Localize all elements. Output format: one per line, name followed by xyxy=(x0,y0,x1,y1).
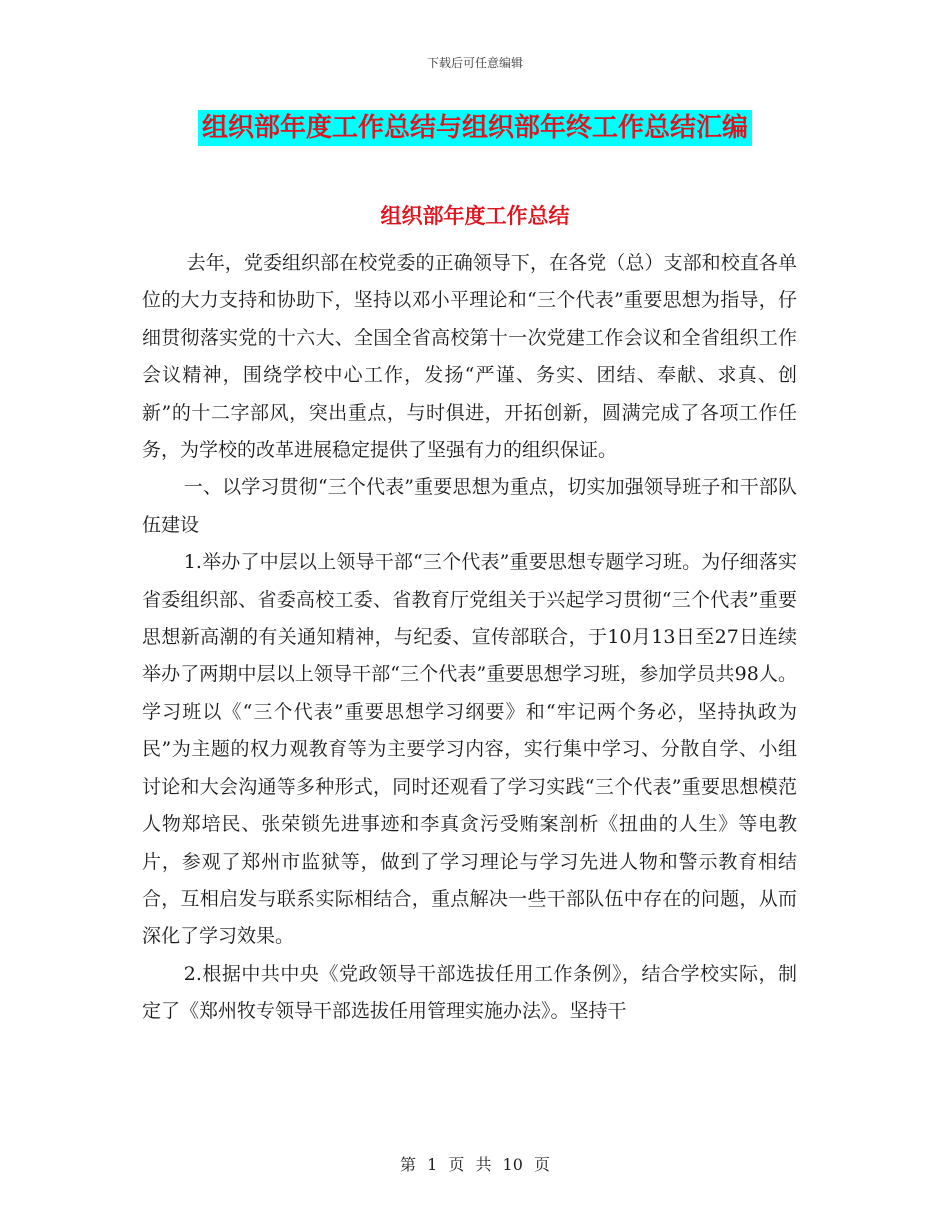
paragraph-intro: 去年，党委组织部在校党委的正确领导下，在各党（总）支部和校直各单位的大力支持和协助下，坚持以邓小平理论和“三个代表”重要思想为指导，仔细贯彻落实党的十六大、全国全省高校第十一次党建工作会议和全省组织工作会议精神，围绕学校中心工作，发扬“严谨、务实、团结、奉献、求真、创新”的十二字部风，突出重点，与时俱进，开拓创新，圆满完成了各项工作任务，为学校的改革进展稳定提供了坚强有力的组织保证。 xyxy=(142,252,797,462)
document-body xyxy=(142,245,797,1031)
paragraph-item-2: 2.根据中共中央《党政领导干部选拔任用工作条例》，结合学校实际，制定了《郑州牧专领导干部选拔任用管理实施办法》。坚持干 xyxy=(142,962,797,1023)
page-footer: 第 1 页 共 10 页 xyxy=(400,1155,550,1174)
paragraph-section-heading: 一、以学习贯彻“三个代表”重要思想为重点，切实加强领导班子和干部队伍建设 xyxy=(142,476,797,536)
paragraph-item-1: 1.举办了中层以上领导干部“三个代表”重要思想专题学习班。为仔细落实省委组织部、省委高校工委、省教育厅党组关于兴起学习贯彻“三个代表”重要思想新高潮的有关通知精神，与纪委、宣传部联合，于10月13日至27日连续举办了两期中层以上领导干部“三个代表”重要思想学习班，参加学员共98人。学习班以《“三个代表”重要思想学习纲要》和“牢记两个务必，坚持执政为民”为主题的权力观教育等为主要学习内容，实行集中学习、分散自学、小组讨论和大会沟通等多种形式，同时还观看了学习实践“三个代表”重要思想模范人物郑培民、张荣锁先进事迹和李真贪污受贿案剖析《扭曲的人生》等电教片，参观了郑州市监狱等，做到了学习理论与学习先进人物和警示教育相结合，互相启发与联系实际相结合，重点解决一些干部队伍中存在的问题，从而深化了学习效果。 xyxy=(142,551,797,948)
header-note: 下载后可任意编辑 xyxy=(426,56,523,70)
main-title: 组织部年度工作总结与组织部年终工作总结汇编 xyxy=(198,110,752,146)
section-title: 组织部年度工作总结 xyxy=(380,203,570,228)
main-title-container xyxy=(0,110,950,146)
